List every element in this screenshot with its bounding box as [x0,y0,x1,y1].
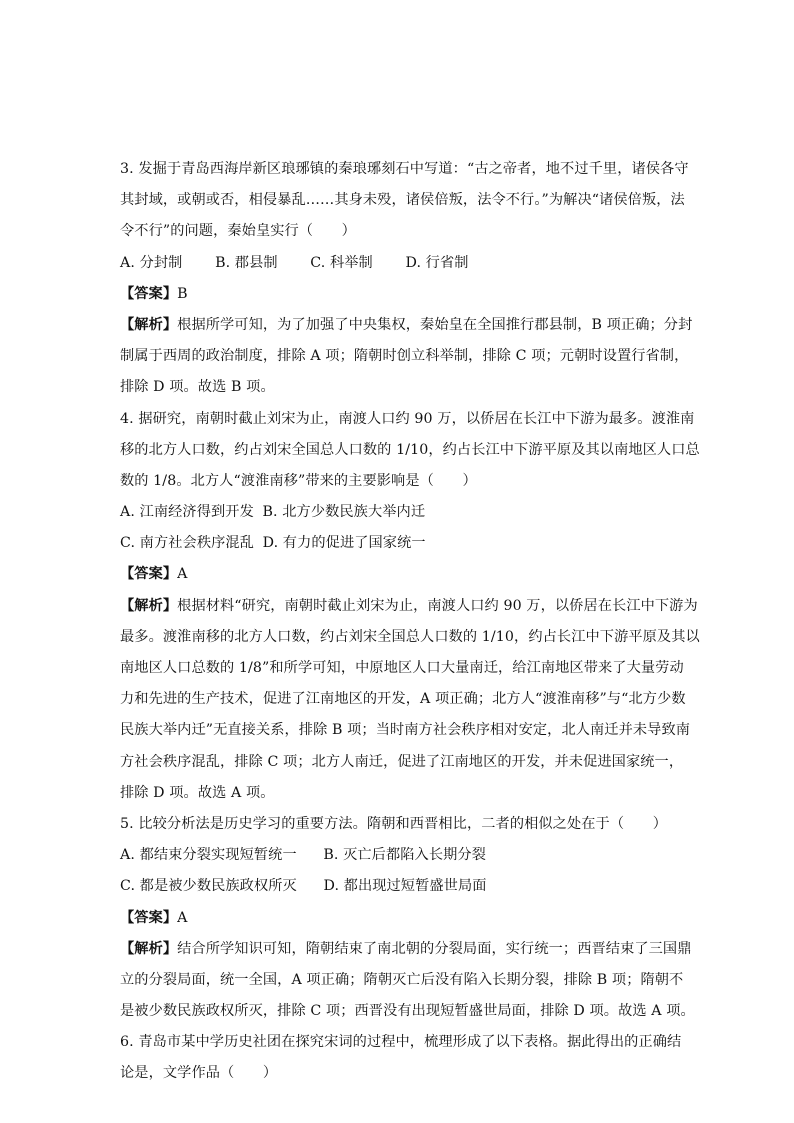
q4-option-b: B. 北方少数民族大举内迁 [262,504,426,521]
q4-analysis-line-6: 方社会秩序混乱，排除 C 项；北方人南迁，促进了江南地区的开发，并未促进国家统一， [120,753,684,770]
q3-analysis-line-3: 排除 D 项。故选 B 项。 [120,379,275,396]
q3-option-a: A. 分封制 [120,254,183,271]
q4-option-a: A. 江南经济得到开发 [120,504,254,521]
q5-answer-tag: 【答案】 [120,909,178,926]
q3-analysis-line-1 [120,310,693,341]
q3-analysis-line-2: 制属于西周的政治制度，排除 A 项；隋朝时创立科举制，排除 C 项；元朝时设置行省制， [120,348,689,365]
q3-options [120,248,680,279]
q3-analysis-tag: 【解析】 [120,316,178,333]
q5-option-a: A. 都结束分裂实现短暂统一 [120,847,297,864]
q4-analysis-tag: 【解析】 [120,597,178,614]
q4-answer-tag: 【答案】 [120,566,178,583]
q4-answer-value: A [177,566,188,583]
q5-stem-line-1: 5. 比较分析法是历史学习的重要方法。隋朝和西晋相比，二者的相似之处在于（ ） [120,815,667,832]
q3-option-c: C. 科举制 [310,254,373,271]
q5-options-row-1 [120,840,680,871]
q4-option-c: C. 南方社会秩序混乱 [120,535,254,552]
q5-option-b: B. 灭亡后都陷入长期分裂 [323,847,486,864]
q4-analysis-line-4: 力和先进的生产技术，促进了江南地区的开发，A 项正确；北方人“渡淮南移”与“北方少数 [120,691,686,708]
q5-analysis-tag: 【解析】 [120,940,178,957]
q6-stem-line-1: 6. 青岛市某中学历史社团在探究宋词的过程中，梳理形成了以下表格。据此得出的正确结 [120,1034,682,1051]
document-content [120,154,700,1090]
q3-answer-value: B [177,285,188,302]
q3-stem-line-1: 3. 发掘于青岛西海岸新区琅琊镇的秦琅琊刻石中写道：“古之帝者，地不过千里，诸侯各守 [120,161,689,177]
q3-option-d: D. 行省制 [405,254,469,271]
q4-answer [120,559,680,590]
q5-answer-value: A [177,909,188,926]
q4-stem-line-1: 4. 据研究，南朝时截止刘宋为止，南渡人口约 90 万，以侨居在长江中下游为最多。渡淮南 [120,410,695,427]
q3-stem-line-3: 令不行”的问题，秦始皇实行（ ） [120,223,356,240]
q4-stem-line-3: 数的 1/8。北方人“渡淮南移”带来的主要影响是（ ） [120,472,477,489]
q4-analysis-line-1 [120,591,698,622]
q3-option-b: B. 郡县制 [215,254,278,271]
q5-options-row-2 [120,871,680,902]
q3-answer [120,279,680,310]
question-6 [120,1027,680,1089]
q5-option-d: D. 都出现过短暂盛世局面 [323,878,487,895]
q3-analysis-text-1: 根据所学可知，为了加强了中央集权，秦始皇在全国推行郡县制，B 项正确；分封 [177,316,693,333]
q3-answer-tag: 【答案】 [120,285,178,302]
q5-analysis-line-3: 是被少数民族政权所灭，排除 C 项；西晋没有出现短暂盛世局面，排除 D 项。故选 A 项。 [120,1003,695,1020]
q5-analysis-line-2: 立的分裂局面，统一全国，A 项正确；隋朝灭亡后没有陷入长期分裂，排除 B 项；隋朝不 [120,971,684,988]
q3-stem-line-2: 其封域，或朝或否，相侵暴乱……其身未殁，诸侯倍叛，法令不行。”为解决“诸侯倍叛，法 [120,192,685,209]
q6-stem-line-2: 论是，文学作品（ ） [120,1065,278,1082]
q4-analysis-line-3: 南地区人口总数的 1/8”和所学可知，中原地区人口大量南迁，给江南地区带来了大量劳动 [120,660,684,676]
q4-analysis-line-2: 最多。渡淮南移的北方人口数，约占刘宋全国总人口数的 1/10，约占长江中下游平原及其以 [120,628,700,645]
question-4 [120,404,700,809]
q5-analysis-text-1: 结合所学知识可知，隋朝结束了南北朝的分裂局面，实行统一；西晋结束了三国鼎 [177,940,692,957]
q4-options-row-1 [120,497,680,528]
q4-option-d: D. 有力的促进了国家统一 [262,535,426,552]
q4-analysis-text-1: 根据材料“研究，南朝时截止刘宋为止，南渡人口约 90 万，以侨居在长江中下游为 [177,597,698,614]
q4-stem-line-2: 移的北方人口数，约占刘宋全国总人口数的 1/10，约占长江中下游平原及其以南地区人口总 [120,441,700,458]
question-5 [120,809,695,1027]
q4-analysis-line-7: 排除 D 项。故选 A 项。 [120,784,275,801]
question-3 [120,154,693,404]
q5-answer [120,903,680,934]
q5-analysis-line-1 [120,934,692,965]
q4-options-row-2 [120,528,680,559]
q5-option-c: C. 都是被少数民族政权所灭 [120,878,297,895]
q4-analysis-line-5: 民族大举内迁”无直接关系，排除 B 项；当时南方社会秩序相对安定，北人南迁并未导致南 [120,722,691,739]
